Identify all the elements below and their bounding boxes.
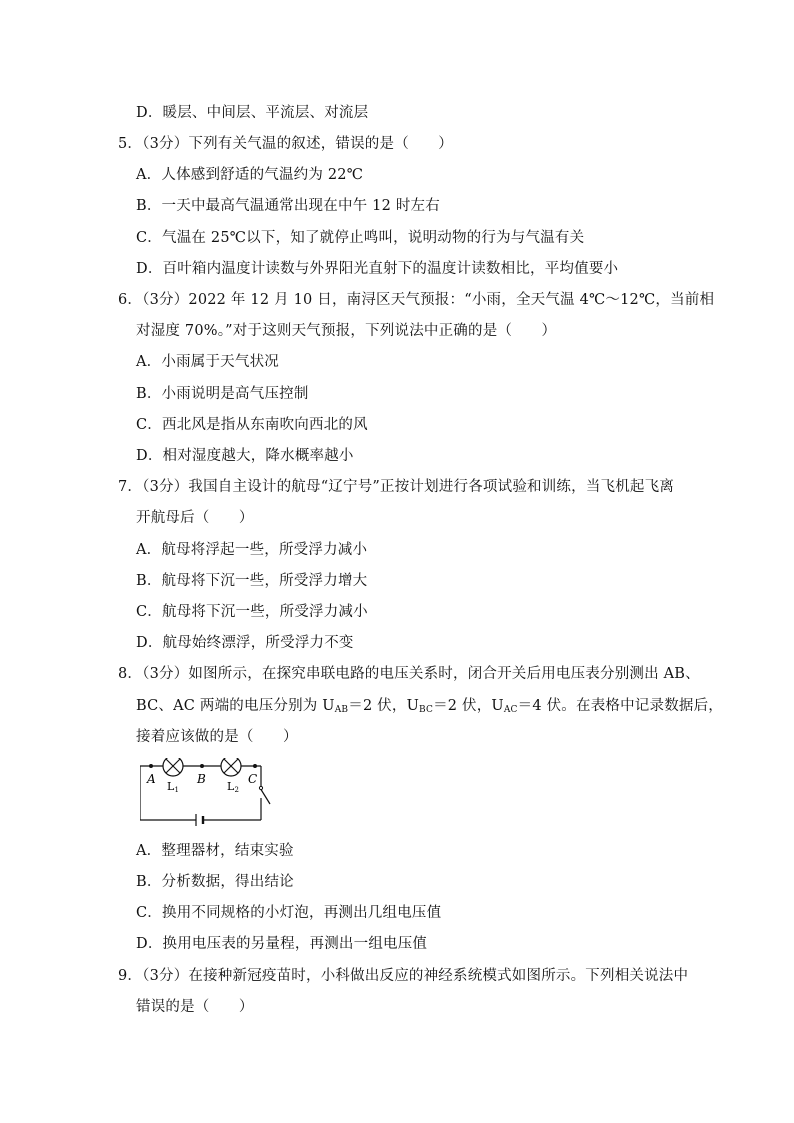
node-a-dot [149,764,153,768]
label-c: C [248,772,258,786]
q5-option-a: A．人体感到舒适的气温约为 22℃ [136,167,364,183]
q7-option-d: D．航母始终漂浮，所受浮力不变 [136,635,354,651]
q7-option-b: B．航母将下沉一些，所受浮力增大 [136,573,368,589]
q6-option-a: A．小雨属于天气状况 [136,354,279,370]
q8-stem-line3: 接着应该做的是（ ） [136,729,298,745]
label-l2 [227,780,239,794]
lamp2-letter: L [227,780,235,793]
q8-option-d: D．换用电压表的另量程，再测出一组电压值 [136,936,428,952]
q6-option-c: C．西北风是指从东南吹向西北的风 [136,417,368,433]
q9-stem-line1: 9．（3分）在接种新冠疫苗时，小科做出反应的神经系统模式如图所示。下列相关说法中 [118,968,689,984]
label-b: B [197,772,207,786]
subscript-bc: BC [419,705,434,715]
q9-stem-line2: 错误的是（ ） [136,999,254,1015]
q6-stem-line1: 6．（3分）2022 年 12 月 10 日，南浔区天气预报：“小雨，全天气温 4℃～12℃，当前相 [118,292,715,308]
label-l1 [167,780,179,794]
q4-option-d: D．暖层、中间层、平流层、对流层 [136,105,369,121]
label-a: A [147,772,156,786]
subscript-ab: AB [334,705,349,715]
q7-stem-line1: 7．（3分）我国自主设计的航母“辽宁号”正按计划进行各项试验和训练，当飞机起飞离 [118,479,675,495]
q5-option-b: B．一天中最高气温通常出现在中午 12 时左右 [136,198,440,214]
q8-stem-text: ＝4 伏。在表格中记录数据后， [517,698,723,714]
series-circuit-diagram [140,758,280,830]
q6-stem-line2: 对湿度 70%。”对于这则天气预报，下列说法中正确的是（ ） [136,323,557,339]
q7-option-c: C．航母将下沉一些，所受浮力减小 [136,604,368,620]
q5-option-d: D．百叶箱内温度计读数与外界阳光直射下的温度计读数相比，平均值要小 [136,261,619,277]
q7-option-a: A．航母将浮起一些，所受浮力减小 [136,542,368,558]
battery-icon [196,814,203,826]
q7-stem-line2: 开航母后（ ） [136,510,254,526]
lamp-l1-icon [163,758,183,776]
lamp2-subscript: 2 [234,786,240,794]
q8-option-c: C．换用不同规格的小灯泡，再测出几组电压值 [136,905,442,921]
lamp1-subscript: 1 [174,786,180,794]
node-c-dot [253,764,257,768]
q8-stem-text: ＝2 伏，U [348,698,420,714]
q6-option-b: B．小雨说明是高气压控制 [136,386,309,402]
q5-stem: 5．（3分）下列有关气温的叙述，错误的是（ ） [118,136,453,152]
q8-stem-text: BC、AC 两端的电压分别为 U [136,698,335,714]
q8-option-b: B．分析数据，得出结论 [136,874,294,890]
q8-option-a: A．整理器材，结束实验 [136,843,294,859]
q6-option-d: D．相对湿度越大，降水概率越小 [136,448,354,464]
node-b-dot [200,764,204,768]
q8-stem-text: ＝2 伏，U [433,698,504,714]
lamp-l2-icon [221,758,241,776]
q8-stem-line1: 8．（3分）如图所示，在探究串联电路的电压关系时，闭合开关后用电压表分别测出 AB、 [118,666,700,682]
subscript-ac: AC [503,705,518,715]
lamp1-letter: L [167,780,175,793]
q8-stem-line2 [136,696,723,720]
q5-option-c: C．气温在 25℃以下，知了就停止鸣叫，说明动物的行为与气温有关 [136,230,585,246]
